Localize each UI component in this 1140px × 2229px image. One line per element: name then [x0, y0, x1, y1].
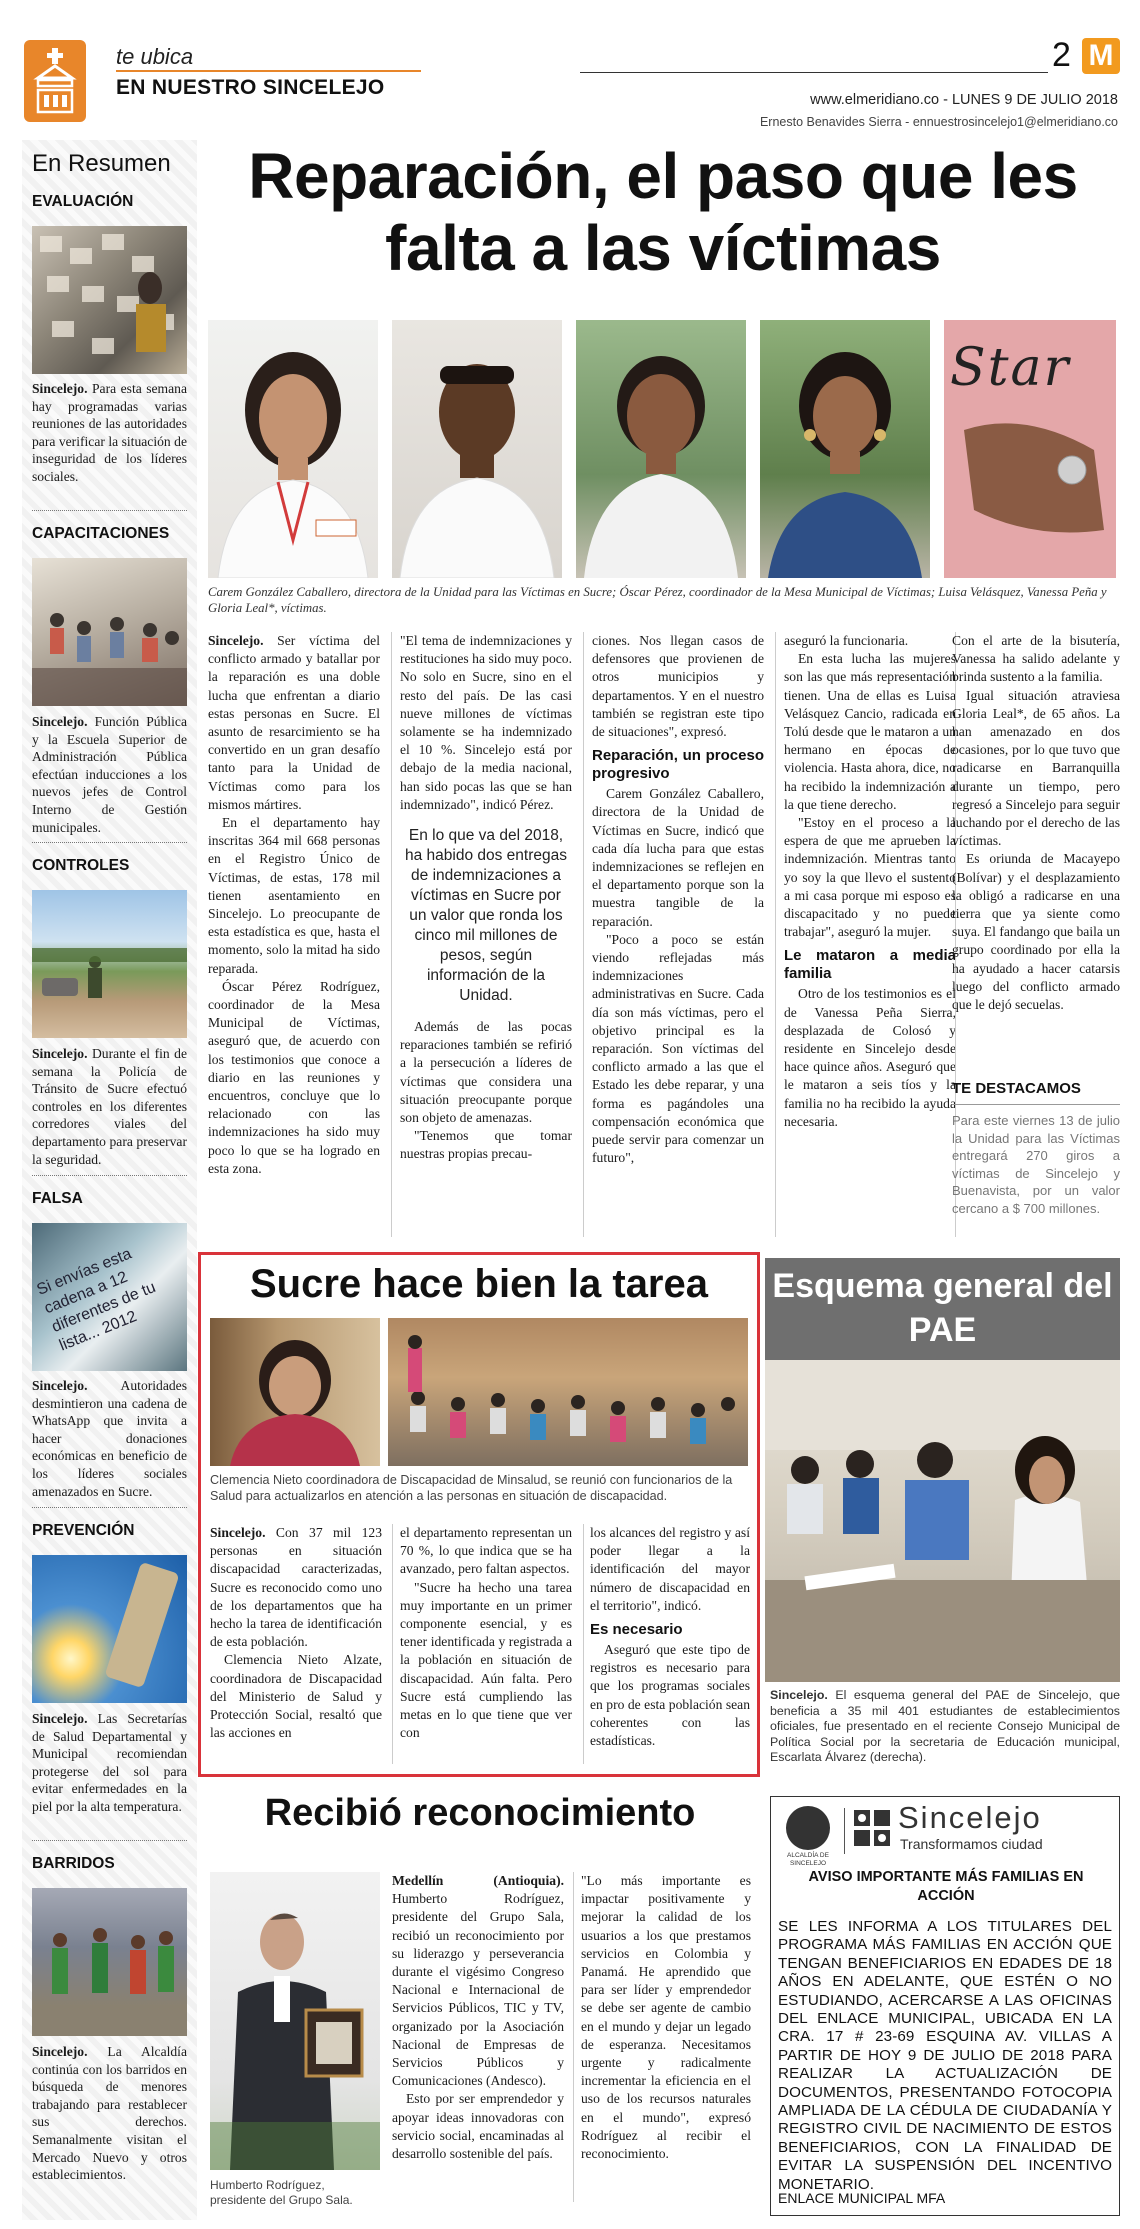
sidebar-heading-controles: CONTROLES: [32, 857, 130, 874]
header-rule: [580, 72, 1048, 73]
sidebar-separator: [32, 1175, 187, 1176]
main-col-4: aseguró la funcionaria. En esta lucha las mujeres son las que más representación tienen. Una de ellas es Luisa Velásquez Cancio, radicada en Tolú desde que le mataron a un hermano en épocas de violencia. Hasta ahora, dice, no ha recibido la indemnización a la que tiene derecho. "Estoy en el proceso a la espera de que me aprueben la indemnización. Mientras tanto yo soy la que llevo el sustento a mi casa porque mi esposo es discapacitado y no puede trabajar", aseguró la mujer. Le mataron a media familia Otro de los testimonios es el de Vanessa Peña Sierra, desplazada de Colosó y residente en Sincelejo desde hace quince años. Aseguró que le mataron a seis tíos y la familia no ha recibido la ayuda necesaria.: [784, 633, 956, 1129]
pull-quote: En lo que va del 2018, ha habido dos entregas de indemnizaciones a víctimas en Sucre por un valor que ronda los cinco mil millones de pesos, según información de la Unidad.: [404, 827, 568, 1005]
ad-title: AVISO IMPORTANTE MÁS FAMILIAS EN ACCIÓN: [808, 1869, 1084, 1904]
reconocimiento-headline: Recibió reconocimiento: [264, 1792, 696, 1834]
sidebar-photo-barridos: [32, 1888, 187, 2036]
sucre-col-1: Sincelejo. Con 37 mil 123 personas en situación discapacidad caracterizadas, Sucre es reconocido como uno de los departamentos que ha hecho la tarea de identificación de esta población. Clemencia Nieto Alzate, coordinadora de Discapacidad del Ministerio de Salud y Protección Social, resaltó que las acciones en: [210, 1525, 382, 1741]
reconocimiento-col-1: Medellín (Antioquia). Humberto Rodríguez, presidente del Grupo Sala, recibió un reconocimiento por su liderazgo y perseverancia durante el vigésimo Congreso Nacional e Internacional de Servicios Públicos, TIC y TV, organizado por la Asociación Nacional de Empresas de Servicios Públicos y Comunicaciones (Andesco). Esto por ser emprendedor y apoyar ideas innovadoras con servicio social, encaminadas al desarrollo sostenible del país.: [392, 1873, 564, 2162]
ad-tagline: Transformamos ciudad: [900, 1836, 1043, 1852]
ad-logo-small-text: ALCALDÍA DE SINCELEJO: [787, 1852, 829, 1867]
church-icon: [24, 40, 86, 122]
sucre-col-2: el departamento representan un 70 %, lo que indica que se ha avanzado, pero faltan aspectos. "Sucre ha hecho una tarea muy importante en un primer componente esencial, y es tener identificada y registrada a la población en situación de discapacidad. Aún falta. Pero Sucre está cumpliendo las metas en lo que tiene que ver con: [400, 1525, 572, 1741]
sidebar-heading-barridos: BARRIDOS: [32, 1855, 115, 1872]
portrait-oscar: [392, 320, 562, 578]
sucre-headline: Sucre hace bien la tarea: [249, 1262, 708, 1306]
sidebar-separator: [32, 1840, 187, 1841]
main-photo-caption: Carem González Caballero, directora de la Unidad para las Víctimas en Sucre; Óscar Pérez, coordinador de la Mesa Municipal de Víctimas; Luisa Velásquez, Vanessa Peña y Gloria Leal*, víctimas.: [208, 585, 1107, 615]
ad-logo-left: [786, 1806, 830, 1850]
sidebar-text-barridos: Sincelejo. La Alcaldía continúa con los barridos en búsqueda de menores trabajando para restablecer sus derechos. Semanalmente visitan el Mercado Nuevo y otros establecimientos.: [32, 2044, 187, 2183]
sidebar-title: En Resumen: [32, 150, 171, 177]
reconocimiento-photo: [210, 1872, 380, 2170]
subhead-mataron: Le mataron a media familia: [784, 947, 956, 983]
sucre-photo-audience: [388, 1318, 748, 1466]
sidebar-separator: [32, 842, 187, 843]
sidebar-text-evaluacion: Sincelejo. Para esta semana hay programadas varias reuniones de las autoridades para verificar la situación de inseguridad de los líderes sociales.: [32, 381, 187, 484]
sucre-caption: Clemencia Nieto coordinadora de Discapacidad de Minsalud, se reunió con funcionarios de la Salud para actualizarlos en atención a las personas en situación de discapacidad.: [210, 1473, 733, 1503]
column-rule: [775, 632, 776, 1237]
author-line: Ernesto Benavides Sierra - ennuestrosincelejo1@elmeridiano.co: [759, 115, 1118, 129]
subhead-reparacion: Reparación, un proceso progresivo: [592, 747, 764, 783]
main-headline: Reparación, el paso que les falta a las víctimas: [248, 140, 1078, 284]
ad-brand-name: Sincelejo: [898, 1800, 1042, 1835]
portrait-luisa: [576, 320, 746, 578]
destacamos-rule: [952, 1104, 1120, 1105]
sidebar-text-prevencion: Sincelejo. Las Secretarías de Salud Departamental y Municipal recomiendan protegerse del sol para evitar enfermedades en la piel por la alta temperatura.: [32, 1711, 187, 1814]
sidebar-text-capacitaciones: Sincelejo. Función Pública y la Escuela Superior de Administración Pública efectúan inducciones a los nuevos jefes de Control Interno de Gestión municipales.: [32, 714, 187, 835]
portrait-carem: [208, 320, 378, 578]
sidebar-photo-evaluacion: [32, 226, 187, 374]
destacamos-title: TE DESTACAMOS: [952, 1080, 1081, 1097]
column-rule: [573, 1872, 574, 2202]
section-title: EN NUESTRO SINCELEJO: [116, 76, 385, 99]
sidebar-photo-capacitaciones: [32, 558, 187, 706]
column-rule: [583, 632, 584, 1237]
portrait-gloria: [944, 320, 1116, 578]
section-logo: [24, 40, 86, 122]
sucre-col-3: los alcances del registro y así poder llegar a la identificación del mayor número de discapacidad en el territorio", indicó. Es necesario Aseguró que este tipo de registros es necesario para que los programas sociales en pro de esta población sean coherentes con las estadísticas.: [590, 1525, 750, 1749]
date-line: www.elmeridiano.co - LUNES 9 DE JULIO 2018: [810, 92, 1118, 108]
shirt-print: Star: [950, 338, 1071, 398]
column-rule: [583, 1524, 584, 1764]
page-number: 2: [1052, 36, 1071, 74]
phone-screen-text: Si envías esta cadena a 12 diferentes de tu lista... 2012: [34, 1245, 159, 1355]
sidebar-photo-falsa: [32, 1223, 187, 1371]
main-col-2: "El tema de indemnizaciones y restituciones ha sido muy poco. No solo en Sucre, sino en el resto del país. De las casi nueve millones de víctimas solamente se ha indemnizado el 10 %. Sincelejo está por debajo de la media nacional, han sido pocas las que se han indemnizado", indicó Pérez. En lo que va del 2018, ha habido dos entregas de indemnizaciones a víctimas en Sucre por un valor que ronda los cinco mil millones de pesos, según información de la Unidad. Además de las pocas reparaciones también se refirió a la persecución a líderes de víctimas que considera una situación preocupante porque son objeto de amenazas. "Tenemos que tomar nuestras propias precau-: [400, 633, 572, 1162]
reconocimiento-col-2: "Lo más importante es impactar positivamente y mejorar la calidad de los usuarios a los que prestamos servicios en Colombia y Panamá. He aprendido que para ser líder y emprendedor se debe ser agente de cambio en el mundo y dejar un legado de esperanza. Necesitamos urgente y radicalmente incrementar la eficiencia en el uso de los recursos naturales en el mundo", expresó Rodríguez al recibir el reconocimiento.: [581, 1873, 751, 2162]
sidebar-separator: [32, 510, 187, 511]
section-kicker: te ubica: [116, 44, 194, 69]
subhead-es-necesario: Es necesario: [590, 1621, 683, 1639]
sidebar-photo-controles: [32, 890, 187, 1038]
ad-divider: [844, 1808, 845, 1854]
sidebar-heading-prevencion: PREVENCIÓN: [32, 1522, 135, 1539]
pae-photo: [765, 1360, 1120, 1682]
ad-footer: ENLACE MUNICIPAL MFA: [778, 2190, 946, 2206]
sidebar-heading-falsa: FALSA: [32, 1190, 83, 1207]
main-col-1: Sincelejo. Ser víctima del conflicto armado y batallar por la reparación es una doble lucha que enfrentan a diario estas personas en Sucre. El asunto de resarcimiento se ha convertido en un gran desafío tanto para la Unidad de Víctimas como para los mismos mártires. En el departamento hay inscritas 364 mil 668 personas en el Registro Único de Víctimas, de estas, 178 mil tienen asentamiento en Sincelejo. Lo preocupante de esta estadística es que, hasta el momento, solo la mitad ha sido reparada. Óscar Pérez Rodríguez, coordinador de la Mesa Municipal de Víctimas, aseguró que, de acuerdo con los testimonios que conoce a diario en las reuniones y encuentros, concluye que lo relacionado con las indemnizaciones ha sido muy poco lo que se ha logrado en esta zona.: [208, 633, 380, 1176]
sidebar-text-falsa: Sincelejo. Autoridades desmintieron una cadena de WhatsApp que invita a hacer donaciones económicas en beneficio de los líderes sociales amenazados en Sucre.: [32, 1378, 187, 1499]
section-rule: [116, 70, 421, 72]
sidebar-separator: [32, 1507, 187, 1508]
sidebar-heading-evaluacion: EVALUACIÓN: [32, 193, 134, 210]
pae-header: Esquema general del PAE: [765, 1258, 1120, 1360]
sidebar-photo-prevencion: [32, 1555, 187, 1703]
column-rule: [392, 1524, 393, 1764]
ad-brand-icon: [852, 1808, 892, 1848]
brand-logo: M: [1082, 38, 1120, 74]
column-rule: [391, 632, 392, 1237]
portrait-vanessa: [760, 320, 930, 578]
main-col-5: Con el arte de la bisutería, Vanessa ha salido adelante y brinda sustento a la familia. Igual situación atraviesa Gloria Leal*, de 65 años. La han amenazado en dos ocasiones, por lo que tuvo que radicarse en Barranquilla durante un tiempo, pero regresó a Sincelejo para seguir luchando por el derecho de las víctimas. Es oriunda de Macayepo (Bolívar) y el desplazamiento la obligó a radicarse en una tierra que ya siente como suya. El fandango que baila un grupo coordinado por ella la ha ayudado a hacer catarsis luego del conflicto armado que le dejó secuelas.: [952, 633, 1120, 1013]
sucre-photo-portrait: [210, 1318, 380, 1466]
reconocimiento-caption: Humberto Rodríguez, presidente del Grupo Sala.: [210, 2178, 353, 2207]
destacamos-text: Para este viernes 13 de julio la Unidad para las Víctimas entregará 270 giros a víctimas de Sincelejo y Buenavista, por un valor cercano a $ 700 millones.: [952, 1113, 1120, 1216]
pae-caption: Sincelejo. El esquema general del PAE de Sincelejo, que beneficia a 35 mil 401 estudiantes de establecimientos oficiales, fue presentado en el reciente Consejo Municipal de Política Social por la secretaria de Educación municipal, Escarlata Álvarez (derecha).: [770, 1688, 1120, 1765]
sidebar-text-controles: Sincelejo. Durante el fin de semana la Policía de Tránsito de Sucre efectuó controles en los diferentes corredores viales del departamento para preservar la seguridad.: [32, 1046, 187, 1167]
ad-body: SE LES INFORMA A LOS TITULARES DEL PROGRAMA MÁS FAMILIAS EN ACCIÓN QUE TENGAN BENEFICIARIOS EN EDADES DE 18 AÑOS EN ADELANTE, QUE ESTÉN O NO ESTUDIANDO, ACERCARSE A LAS OFICINAS DEL ENLACE MUNICIPAL, UBICADA EN LA CRA. 17 # 23-69 ESQUINA AV. VILLAS A PARTIR DE HOY 9 DE JULIO DE 2018 PARA REALIZAR LA ACTUALIZACIÓN DE DOCUMENTOS, PRESENTANDO FOTOCOPIA AMPLIADA DE LA CÉDULA DE CIUDADANÍA Y REGISTRO CIVIL DE NACIMIENTO DE ESTOS BENEFICIARIOS, CON LA FINALIDAD DE EVITAR LA SUSPENSIÓN DEL INCENTIVO MONETARIO.: [778, 1918, 1112, 2193]
main-col-3: ciones. Nos llegan casos de defensores que provienen de otros municipios y departamentos. Y en el nuestro también se registran este tipo de situaciones", expresó. Reparación, un proceso progresivo Carem González Caballero, directora de la Unidad de Víctimas en Sucre, indicó que cada día lucha para que estas indemnizaciones se reflejen en el departamento porque son la muestra tangible de la reparación. "Poco a poco se están viendo reflejadas más indemnizaciones administrativas en Sucre. Cada día son más víctimas, pero el objetivo principal es la reparación. Son víctimas del conflicto armado a las que el Estado les debe reparar, y una forma es pagándoles una compensación económica que puede servir para comenzar un futuro",: [592, 633, 764, 1166]
sidebar-heading-capacitaciones: CAPACITACIONES: [32, 525, 170, 542]
